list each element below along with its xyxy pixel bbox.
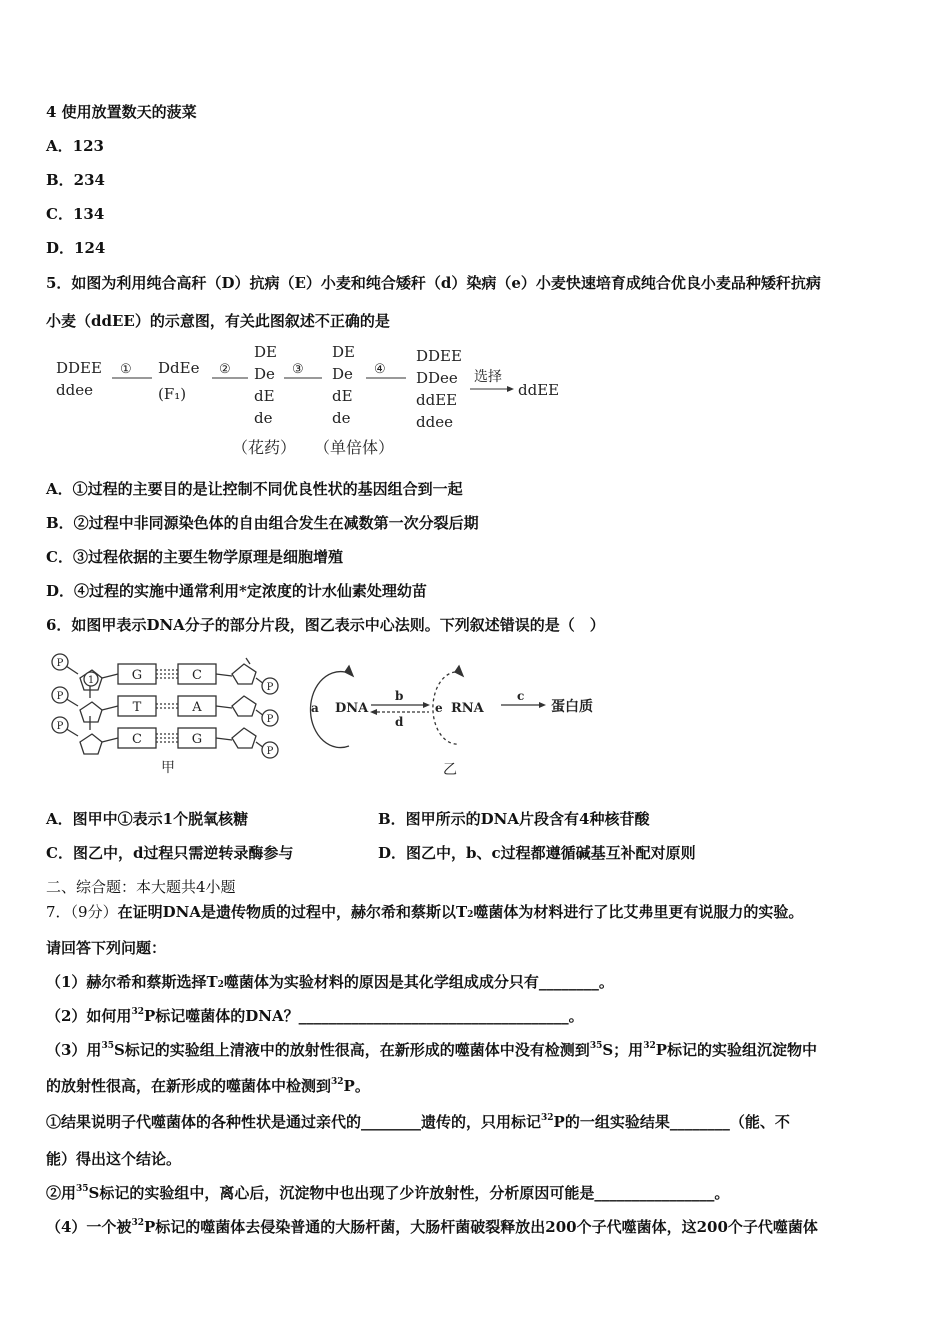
q7-part3-sup3: 32 [643, 1041, 656, 1051]
q7-part4-sup: 32 [131, 1218, 144, 1228]
step4-marker: ④ [374, 362, 386, 377]
f1-label: (F₁) [158, 385, 187, 403]
diploid-2: DDee [416, 369, 458, 387]
q7-part2-b: P标记噬菌体的DNA？____________________________________。 [143, 1007, 584, 1025]
anther-gamete-2: De [254, 365, 275, 383]
q7-c2-a: ②用 [46, 1184, 77, 1202]
q4-option-d: D．124 [46, 239, 106, 257]
dna-label: DNA [335, 701, 369, 716]
q5-option-a: A．①过程的主要目的是让控制不同优良性状的基因组合到一起 [46, 480, 463, 498]
diploid-1: DDEE [416, 347, 462, 365]
base-label-right-2: A [192, 700, 202, 715]
q4-option-b: B．234 [46, 171, 105, 189]
diploid-4: ddee [416, 413, 453, 431]
q7-prompt: 请回答下列问题： [46, 939, 167, 957]
q6-stem: 6．如图甲表示DNA分子的部分片段，图乙表示中心法则。下列叙述错误的是（ ） [46, 616, 605, 634]
q6-option-b: B．图甲所示的DNA片段含有4种核苷酸 [378, 810, 650, 828]
f1-genotype: DdEe [158, 359, 200, 377]
q7-stem-a: 在证明DNA是遗传物质的过程中，赫尔希和蔡斯以T [117, 903, 468, 921]
process-b-label: b [395, 689, 404, 703]
q7-c1-sup: 32 [541, 1113, 554, 1123]
q7-c2-sup: 35 [76, 1184, 89, 1194]
section-heading: 二、综合题：本大题共4小题 [46, 878, 236, 896]
haploid-3: dE [332, 387, 353, 405]
process-e-label: e [435, 701, 443, 715]
q7-part2-a: （2）如何用 [46, 1007, 132, 1025]
sugar-right-3 [232, 728, 256, 748]
q7-part3-a: （3）用 [46, 1041, 102, 1059]
base-label-left-1: G [131, 668, 143, 683]
q7-part3-sup2: 35 [589, 1041, 603, 1051]
phosphate-label-l1: P [56, 658, 64, 669]
sugar-left-3 [80, 734, 102, 754]
process-c-label: c [517, 689, 525, 703]
start-genotype-top: DDEE [56, 359, 102, 377]
q7-part3-line2-b: P。 [343, 1077, 370, 1095]
q5-option-d: D．④过程的实施中通常利用*定浓度的计水仙素处理幼苗 [46, 582, 427, 600]
figure-jia-label: 甲 [161, 760, 175, 776]
anther-gamete-4: de [254, 409, 273, 427]
q7-part3-c: S；用 [602, 1041, 644, 1059]
q5-option-b: B．②过程中非同源染色体的自由组合发生在减数第一次分裂后期 [46, 514, 479, 532]
q7-part1-a: （1）赫尔希和蔡斯选择T [46, 973, 218, 991]
base-label-left-2: T [132, 700, 142, 715]
q7-part4-a: （4）一个被 [46, 1218, 132, 1236]
step3-marker: ③ [292, 362, 304, 377]
sugar-right-1 [232, 664, 256, 684]
q7-number: 7．（9分） [46, 903, 118, 921]
q7-c2-b: S标记的实验组中，离心后，沉淀物中也出现了少许放射性，分析原因可能是________________。 [88, 1184, 730, 1202]
q7-part1 [46, 972, 614, 992]
q7-part3-line2-a: 的放射性很高，在新形成的噬菌体中检测到 [46, 1077, 332, 1095]
sugar-right-2 [232, 696, 256, 716]
q7-part1-b: 噬菌体为实验材料的原因是其化学组成成分只有________。 [223, 973, 614, 991]
q7-part3-line2 [46, 1076, 370, 1096]
phosphate-label-l2: P [56, 691, 64, 702]
q7-conclusion1-line2: 能）得出这个结论。 [46, 1150, 182, 1168]
phosphate-label-r2: P [266, 714, 274, 725]
phosphate-label-r1: P [266, 682, 274, 693]
process-d-label: d [395, 715, 404, 729]
base-label-right-3: G [191, 732, 203, 747]
figure-yi-label: 乙 [443, 762, 457, 778]
haploid-label: （单倍体） [314, 438, 395, 457]
step2-marker: ② [219, 362, 231, 377]
q7-part3-line2-sup: 32 [331, 1077, 344, 1087]
marker-one: 1 [87, 675, 95, 686]
diploid-3: ddEE [416, 391, 458, 409]
q7-part3-line1 [46, 1040, 817, 1060]
q7-part4-b: P标记的噬菌体去侵染普通的大肠杆菌，大肠杆菌破裂释放出200个子代噬菌体，这200个子代噬菌体 [143, 1218, 818, 1236]
anther-label: （花药） [232, 438, 297, 457]
q7-stem-sub: 2 [467, 910, 474, 920]
q7-conclusion1-line1 [46, 1112, 790, 1132]
loop-e-arrowhead [455, 666, 463, 676]
q6-option-d: D．图乙中，b、c过程都遵循碱基互补配对原则 [378, 844, 696, 862]
phosphate-label-r3: P [266, 746, 274, 757]
breeding-diagram [52, 343, 572, 468]
loop-a-arrowhead [345, 666, 353, 676]
step1-marker: ① [120, 362, 132, 377]
q7-c1-b: P的一组实验结果________（能、不 [553, 1113, 790, 1131]
anther-gamete-3: dE [254, 387, 275, 405]
q7-conclusion2 [46, 1183, 729, 1203]
q5-option-c: C．③过程依据的主要生物学原理是细胞增殖 [46, 548, 343, 566]
haploid-2: De [332, 365, 353, 383]
dna-fragment-figure [50, 648, 290, 778]
q7-c1-a: ①结果说明子代噬菌体的各种性状是通过亲代的________遗传的，只用标记 [46, 1113, 542, 1131]
q4-option-c: C．134 [46, 205, 105, 223]
phosphate-label-l3: P [56, 721, 64, 732]
start-genotype-bottom: ddee [56, 381, 93, 399]
process-a-label: a [311, 701, 319, 715]
select-label: 选择 [474, 369, 502, 385]
q7-part2-sup: 32 [131, 1007, 144, 1017]
central-dogma-figure [305, 660, 595, 780]
q4-option-a: A．123 [46, 137, 104, 155]
q7-part2 [46, 1006, 584, 1026]
arrow-select-head [507, 386, 514, 392]
q7-part4 [46, 1217, 818, 1237]
q6-option-c: C．图乙中，d过程只需逆转录酶参与 [46, 844, 294, 862]
q7-stem [46, 902, 803, 922]
q6-option-a: A．图甲中①表示1个脱氧核糖 [46, 810, 249, 828]
q7-stem-b: 噬菌体为材料进行了比艾弗里更有说服力的实验。 [473, 903, 804, 921]
q7-part3-d: P标记的实验组沉淀物中 [655, 1041, 817, 1059]
q5-stem-line1: 5．如图为利用纯合高秆（D）抗病（E）小麦和纯合矮秆（d）染病（e）小麦快速培育成纯合优良小麦品种矮秆抗病 [46, 274, 821, 292]
q7-part3-sup1: 35 [101, 1041, 114, 1051]
q7-part1-sub: 2 [217, 980, 224, 990]
q5-stem-line2: 小麦（ddEE）的示意图，有关此图叙述不正确的是 [46, 312, 390, 330]
haploid-1: DE [332, 343, 355, 361]
q4-item4: 4 使用放置数天的菠菜 [46, 103, 197, 121]
base-label-left-3: C [132, 732, 142, 747]
protein-label: 蛋白质 [551, 699, 593, 715]
result-genotype: ddEE [518, 381, 560, 399]
haploid-4: de [332, 409, 351, 427]
rna-label: RNA [451, 701, 484, 716]
base-label-right-1: C [192, 668, 202, 683]
anther-gamete-1: DE [254, 343, 277, 361]
q7-part3-b: S标记的实验组上清液中的放射性很高，在新形成的噬菌体中没有检测到 [113, 1041, 590, 1059]
sugar-left-2 [80, 702, 102, 722]
